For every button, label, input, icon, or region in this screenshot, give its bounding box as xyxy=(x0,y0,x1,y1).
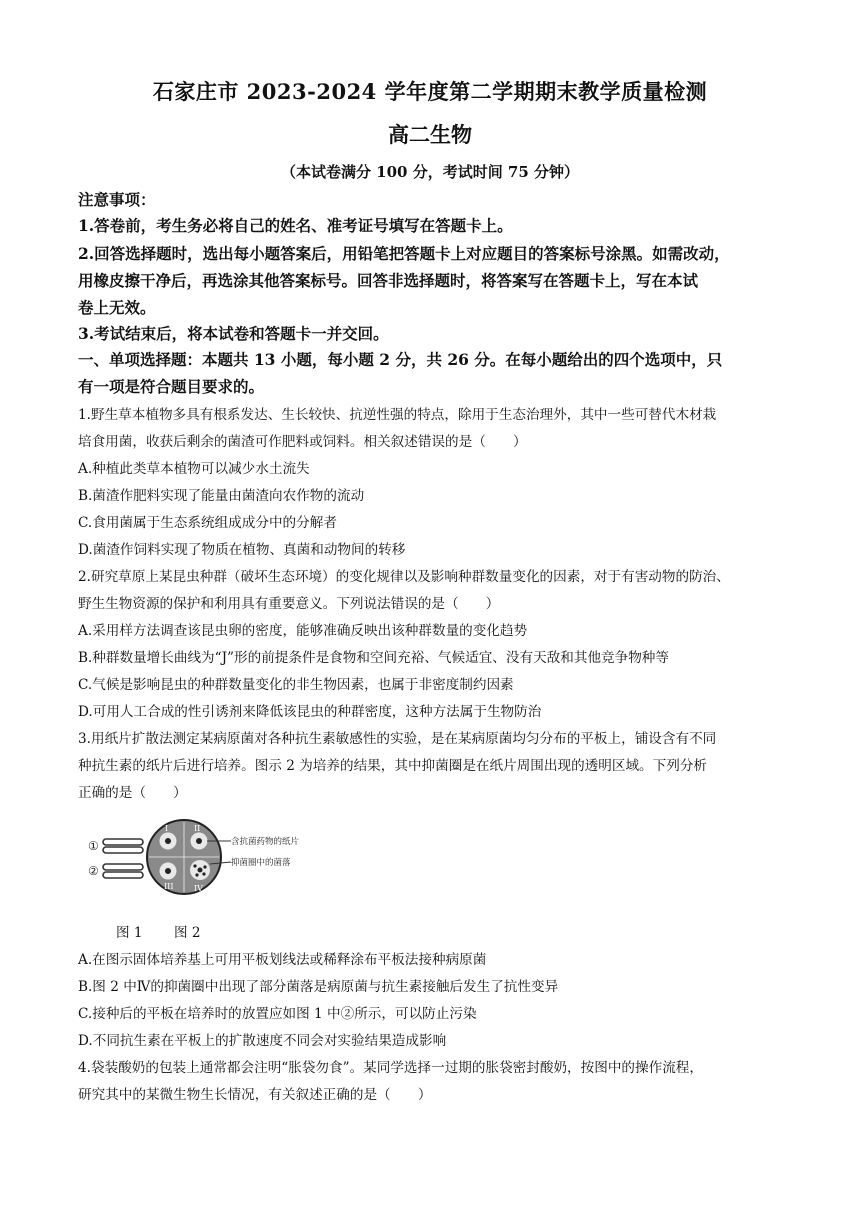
exam-subtitle: （本试卷满分 100 分，考试时间 75 分钟） xyxy=(280,163,580,181)
fig2-zone-i: I xyxy=(165,824,169,833)
q3-stem-line-1: 3.用纸片扩散法测定某病原菌对各种抗生素敏感性的实验，是在某病原菌均匀分布的平板上，铺设含有不同 xyxy=(78,731,717,747)
q2-option-c: C.气候是影响昆虫的种群数量变化的非生物因素，也属于非密度制约因素 xyxy=(78,677,514,693)
q4-stem-line-1: 4.袋装酸奶的包装上通常都会注明“胀袋勿食”。某同学选择一过期的胀袋密封酸奶，按图中的操作流程， xyxy=(78,1060,703,1076)
q2-option-b: B.种群数量增长曲线为“J”形的前提条件是食物和空间充裕、气候适宜、没有天敌和其他竞争物种等 xyxy=(78,650,669,666)
notice-item-1: 1.答卷前，考生务必将自己的姓名、准考证号填写在答题卡上。 xyxy=(78,216,513,235)
notice-heading: 注意事项： xyxy=(78,190,156,209)
q3-option-d: D.不同抗生素在平板上的扩散速度不同会对实验结果造成影响 xyxy=(78,1033,447,1049)
notice-item-2-line-1: 2.回答选择题时，选出每小题答案后，用铅笔把答题卡上对应题目的答案标号涂黑。如需改动， xyxy=(78,244,730,263)
q3-stem-line-3: 正确的是（ ） xyxy=(78,785,187,801)
q2-option-a: A.采用样方法调查该昆虫卵的密度，能够准确反映出该种群数量的变化趋势 xyxy=(78,623,528,639)
q3-option-b: B.图 2 中Ⅳ的抑菌圈中出现了部分菌落是病原菌与抗生素接触后发生了抗性变异 xyxy=(78,979,559,995)
q1-option-b: B.菌渣作肥料实现了能量由菌渣向农作物的流动 xyxy=(78,488,365,504)
q2-stem-line-2: 野生生物资源的保护和利用具有重要意义。下列说法错误的是（ ） xyxy=(78,596,500,612)
notice-item-2-line-2: 用橡皮擦干净后，再选涂其他答案标号。回答非选择题时，将答案写在答题卡上，写在本试 xyxy=(78,271,699,290)
notice-item-3: 3.考试结束后，将本试卷和答题卡一并交回。 xyxy=(78,324,389,343)
section-1-line-1: 一、单项选择题：本题共 13 小题，每小题 2 分，共 26 分。在每小题给出的四个选项中，只 xyxy=(78,350,723,369)
q4-stem-line-2: 研究其中的某微生物生长情况，有关叙述正确的是（ ） xyxy=(78,1087,432,1103)
section-1-line-2: 有一项是符合题目要求的。 xyxy=(78,377,265,396)
fig2-label-paper: 含抗菌药物的纸片 xyxy=(231,837,300,847)
q1-option-a: A.种植此类草本植物可以减少水土流失 xyxy=(78,461,310,477)
subject-title: 高二生物 xyxy=(388,122,472,147)
fig1-caption: 图 1 xyxy=(116,925,143,941)
q3-option-a: A.在图示固体培养基上可用平板划线法或稀释涂布平板法接种病原菌 xyxy=(78,952,487,968)
fig2-plate xyxy=(147,820,221,894)
fig2-caption: 图 2 xyxy=(174,925,201,941)
fig1-mark-1: ① xyxy=(88,839,99,853)
fig2-zone-iii: III xyxy=(164,882,174,891)
fig1-mark-2: ② xyxy=(88,864,99,878)
q3-option-c: C.接种后的平板在培养时的放置应如图 1 中②所示，可以防止污染 xyxy=(78,1006,477,1022)
q1-option-d: D.菌渣作饲料实现了物质在植物、真菌和动物间的转移 xyxy=(78,542,406,558)
q1-stem-line-2: 培食用菌，收获后剩余的菌渣可作肥料或饲料。相关叙述错误的是（ ） xyxy=(78,434,527,450)
q3-stem-line-2: 种抗生素的纸片后进行培养。图示 2 为培养的结果，其中抑菌圈是在纸片周围出现的透明区域。下列分析 xyxy=(78,758,708,774)
notice-item-2-line-3: 卷上无效。 xyxy=(78,298,156,317)
q3-figure xyxy=(86,812,306,904)
q2-stem-line-1: 2.研究草原上某昆虫种群（破坏生态环境）的变化规律以及影响种群数量变化的因素，对于有害动物的防治、 xyxy=(78,569,730,585)
fig1-dish-1 xyxy=(103,839,143,853)
q1-stem-line-1: 1.野生草本植物多具有根系发达、生长较快、抗逆性强的特点，除用于生态治理外，其中一些可替代木材栽 xyxy=(78,407,717,423)
q1-option-c: C.食用菌属于生态系统组成成分中的分解者 xyxy=(78,515,337,531)
exam-title: 石家庄市 2023-2024 学年度第二学期期末教学质量检测 xyxy=(152,79,708,104)
fig2-zone-iv: IV xyxy=(194,884,203,893)
fig1-dish-2 xyxy=(103,864,143,878)
fig2-label-colony: 抑菌圈中的菌落 xyxy=(231,858,291,868)
q2-option-d: D.可用人工合成的性引诱剂来降低该昆虫的种群密度，这种方法属于生物防治 xyxy=(78,704,542,720)
fig2-zone-ii: II xyxy=(194,824,201,833)
